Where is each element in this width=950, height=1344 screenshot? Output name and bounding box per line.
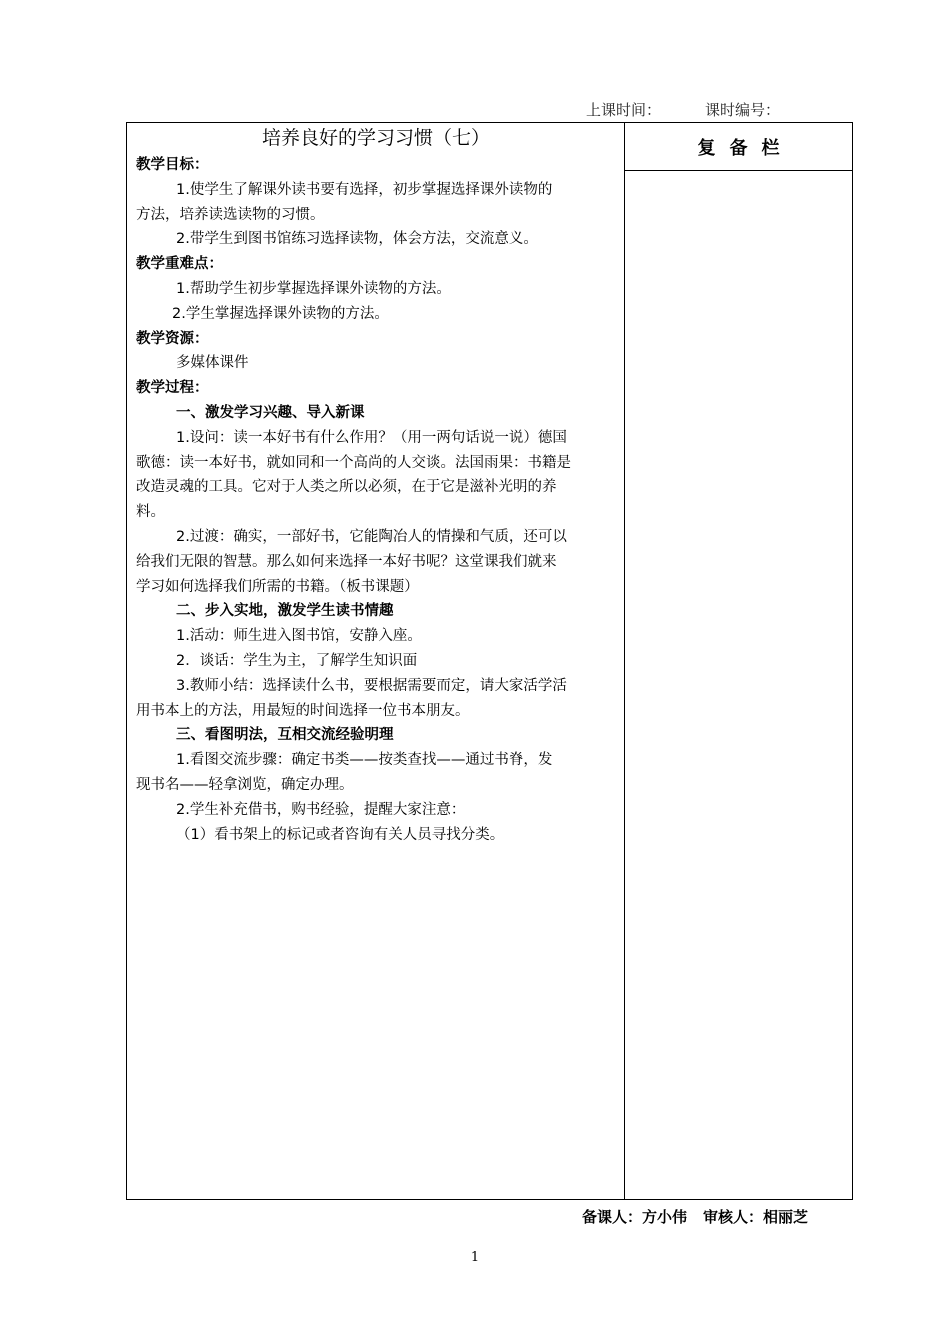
lesson-line: 教学重难点： [136,256,223,273]
column-divider [624,123,625,1199]
lesson-line: 歌德：读一本好书，就如同和一个高尚的人交谈。法国雨果：书籍是 [136,454,571,471]
class-number-label: 课时编号： [705,101,781,119]
lesson-line: 给我们无限的智慧。那么如何来选择一本好书呢？这堂课我们就来 [136,553,557,570]
review-column-title: 复备栏 [625,123,852,171]
lesson-line: 1.活动：师生进入图书馆，安静入座。 [176,628,422,645]
lesson-table [126,122,853,1200]
lesson-line: 2．谈话：学生为主，了解学生知识面 [176,652,418,669]
lesson-line: 2.学生补充借书，购书经验，提醒大家注意： [176,801,466,818]
lesson-line: 2.过渡：确实，一部好书，它能陶冶人的情操和气质，还可以 [176,528,567,545]
footer [582,1206,808,1227]
lesson-line: 一、激发学习兴趣、导入新课 [176,404,365,421]
lesson-line: 1.看图交流步骤：确定书类——按类查找——通过书脊，发 [176,752,553,769]
lesson-line: 学习如何选择我们所需的书籍。（板书课题） [136,578,419,595]
lesson-line: 料。 [136,504,165,521]
header-meta [586,99,780,120]
lesson-lines [136,153,616,847]
lesson-line: 教学资源： [136,330,209,347]
lesson-line: 2.带学生到图书馆练习选择读物，体会方法，交流意义。 [176,231,538,248]
reviewer: 审核人：相丽芝 [703,1208,809,1226]
lesson-line: 1.设问：读一本好书有什么作用？（用一两句话说一说）德国 [176,429,567,446]
lesson-line: 教学过程： [136,380,209,397]
class-time-label: 上课时间： [586,101,662,119]
lesson-line: 教学目标： [136,157,209,173]
lesson-line: 多媒体课件 [176,355,249,372]
lesson-line: 1.使学生了解课外读书要有选择，初步掌握选择课外读物的 [176,181,553,198]
lesson-line: 三、看图明法，互相交流经验明理 [176,727,394,744]
lesson-line: 二、步入实地，激发学生读书情趣 [176,603,394,620]
lesson-line: 用书本上的方法，用最短的时间选择一位书本朋友。 [136,702,470,719]
preparer: 备课人：方小伟 [582,1208,688,1226]
lesson-line: 1.帮助学生初步掌握选择课外读物的方法。 [176,280,451,297]
lesson-line: 现书名——轻拿浏览，确定办理。 [136,776,354,793]
lesson-line: 方法，培养读选读物的习惯。 [136,206,325,223]
lesson-line: 改造灵魂的工具。它对于人类之所以必须，在于它是滋补光明的养 [136,479,557,496]
lesson-line: 2.学生掌握选择课外读物的方法。 [172,305,389,322]
lesson-title: 培养良好的学习习惯（七） [261,127,490,149]
lesson-content [127,123,624,847]
page-number: 1 [470,1250,480,1265]
lesson-line: （1）看书架上的标记或者咨询有关人员寻找分类。 [176,826,505,843]
lesson-line: 3.教师小结：选择读什么书，要根据需要而定，请大家活学活 [176,677,567,694]
